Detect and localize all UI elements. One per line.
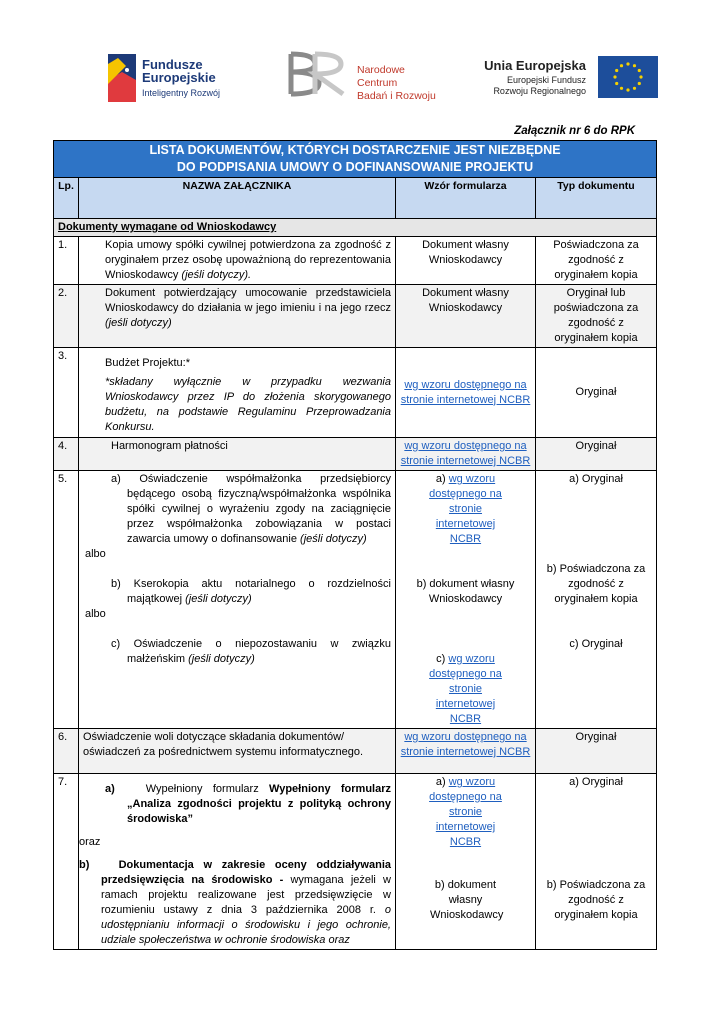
form-link[interactable]: wg wzoru dostępnego na stronie internetowej NCBR (400, 378, 531, 406)
table-title (54, 141, 657, 178)
row-name-italic: *składany wyłącznie w przypadku wezwania Wnioskodawcy przez IP do złożenia skorygowanego budżetu, na podstawie Regulaminu Przeprowadzania Konkursu. (105, 376, 391, 433)
row-name-text: Dokument potwierdzający umocowanie przedstawiciela Wnioskodawcy do działania w jego imieniu i na jego rzecz (105, 287, 391, 314)
option-a-text: a) Oświadczenie współmałżonka przedsiębiorcy będącego osobą fizyczną/współmałżonka wspólnika spółki cywilnej o wyrażeniu zgody na zaciągnięcie przez współmałżonka zobowiązania w postaci zawarcia umowy o dofinansowanie (111, 473, 391, 545)
option-b-italic: (jeśli dotyczy) (185, 593, 252, 605)
row-form (396, 438, 536, 471)
row-name: Harmonogram płatności (79, 438, 396, 471)
form-link-a[interactable]: wg wzoru dostępnego na stronie internetowej NCBR (429, 473, 502, 545)
form-c (400, 652, 531, 727)
option-a-text: Wypełniony formularz „Analiza zgodności projektu z polityką ochrony środowiska” (127, 783, 392, 825)
form-link[interactable]: wg wzoru dostępnego na stronie internetowej NCBR (400, 731, 531, 758)
table-header-row (54, 178, 657, 219)
form-a (400, 472, 531, 547)
fe-line-3: Inteligentny Rozwój (142, 88, 221, 98)
table-row (54, 471, 657, 729)
row-lp: 5. (54, 471, 79, 729)
row-form (396, 348, 536, 438)
table-row (54, 729, 657, 774)
form-link[interactable]: wg wzoru dostępnego na stronie internetowej NCBR (400, 440, 531, 467)
row-type: Oryginał (536, 348, 657, 438)
row-form (396, 471, 536, 729)
type-c: c) Oryginał (569, 638, 623, 650)
form-a-prefix: a) (435, 473, 446, 485)
row-lp: 2. (54, 285, 79, 348)
row-type (536, 774, 657, 950)
option-a-italic: (jeśli dotyczy) (300, 533, 367, 545)
row-type: Oryginał (536, 729, 657, 774)
row-form: Dokument własny Wnioskodawcy (396, 237, 536, 285)
form-c-prefix: c) (436, 653, 446, 665)
title-line-2: DO PODPISANIA UMOWY O DOFINANSOWANIE PROJEKTU (176, 160, 534, 174)
oraz: oraz (79, 836, 101, 848)
ue-line-3: Rozwoju Regionalnego (493, 86, 586, 96)
option-a: a) Wypełniony formularz Wypełniony formularz „Analiza zgodności projektu z polityką ochrony środowiska” (105, 783, 392, 825)
table-title-row (54, 141, 657, 178)
type-b: b) Poświadczona za zgodność z oryginałem kopia (546, 563, 646, 605)
type-b: b) Poświadczona za zgodność z oryginałem kopia (546, 879, 646, 921)
row-name-italic: (jeśli dotyczy). (181, 269, 252, 281)
row-lp: 4. (54, 438, 79, 471)
ncbr-br-icon (285, 50, 351, 98)
header-type: Typ dokumentu (536, 178, 657, 219)
option-b-bold: Dokumentacja w zakresie oceny oddziaływania przedsięwzięcia na środowisko - (101, 859, 391, 886)
eu-flag-icon (598, 56, 658, 98)
row-name (79, 348, 396, 438)
unia-europejska-logo (478, 58, 663, 108)
header-lp: Lp. (54, 178, 79, 219)
row-type: Oryginał lub poświadczona za zgodność z oryginałem kopia (536, 285, 657, 348)
row-name (79, 774, 396, 950)
fundusze-europejskie-logo (108, 54, 243, 104)
row-name-italic: (jeśli dotyczy) (105, 317, 172, 329)
ncbr-line-2: Badań i Rozwoju (357, 90, 436, 102)
table-row (54, 285, 657, 348)
option-c (105, 637, 391, 699)
row-name: Oświadczenie woli dotyczące składania dokumentów/ oświadczeń za pośrednictwem systemu informatycznego. (79, 729, 396, 774)
table-row (54, 774, 657, 950)
header-name: NAZWA ZAŁĄCZNIKA (79, 178, 396, 219)
albo-2: albo (85, 608, 106, 620)
fe-line-2: Europejskie (142, 70, 216, 85)
row-name-note (105, 375, 391, 435)
fe-line-1: Fundusze (142, 57, 203, 72)
type-a: a) Oryginał (569, 776, 623, 788)
table-row (54, 237, 657, 285)
row-name-text: Kopia umowy spółki cywilnej potwierdzona za zgodność z oryginałem przez osobę upoważnioną do reprezentowania Wnioskodawcy (105, 239, 391, 281)
fe-flag-icon (108, 54, 136, 102)
ue-line-1: Unia Europejska (484, 58, 586, 73)
row-lp: 7. (54, 774, 79, 950)
form-b: b) dokument własny Wnioskodawcy (430, 879, 504, 921)
header-form: Wzór formularza (396, 178, 536, 219)
form-a-prefix: a) (435, 776, 446, 788)
row-name-text: Budżet Projektu:* (105, 357, 190, 369)
row-lp: 1. (54, 237, 79, 285)
ue-line-2: Europejski Fundusz (506, 75, 586, 85)
option-b-text: b) Kserokopia aktu notarialnego o rozdzielności majątkowej (111, 578, 391, 605)
option-c-text: c) Oświadczenie o niepozostawaniu w związku małżeńskim (111, 638, 391, 665)
form-link-c[interactable]: wg wzoru dostępnego na stronie internetowej NCBR (429, 653, 502, 725)
table-row (54, 348, 657, 438)
option-b-italic: o udostępnianiu informacji o środowisku i jego ochronie, udziale społeczeństwa w ochronie środowiska oraz (101, 904, 391, 946)
ncbr-logo (285, 50, 445, 105)
row-form (396, 774, 536, 950)
table-row (54, 438, 657, 471)
row-form: Dokument własny Wnioskodawcy (396, 285, 536, 348)
form-b: b) dokument własny Wnioskodawcy (416, 578, 515, 605)
option-b (105, 577, 391, 607)
row-form (396, 729, 536, 774)
form-link-a[interactable]: wg wzoru dostępnego na stronie internetowej NCBR (429, 776, 502, 848)
ncbr-line-1: Narodowe Centrum (357, 64, 405, 89)
row-name (79, 237, 396, 285)
row-lp: 3. (54, 348, 79, 438)
row-lp: 6. (54, 729, 79, 774)
section-row (54, 219, 657, 237)
option-b (79, 858, 391, 948)
option-a (105, 472, 391, 547)
option-b-text: wymagana jeżeli w ramach projektu realizowane jest przedsięwzięcie w rozumieniu ustawy z dnia 3 października 2008 r. (101, 874, 391, 916)
row-type: Oryginał (536, 438, 657, 471)
option-c-italic: (jeśli dotyczy) (188, 653, 255, 665)
form-a (400, 775, 531, 850)
option-a-prefix: a) (105, 783, 115, 795)
row-name (79, 285, 396, 348)
type-a: a) Oryginał (569, 473, 623, 485)
option-b-prefix: b) (79, 859, 90, 871)
row-type (536, 471, 657, 729)
documents-table (53, 140, 657, 950)
title-line-1: LISTA DOKUMENTÓW, KTÓRYCH DOSTARCZENIE JEST NIEZBĘDNE (149, 143, 561, 157)
annex-label: Załącznik nr 6 do RPK (514, 125, 635, 137)
albo-1: albo (85, 548, 106, 560)
row-type: Poświadczona za zgodność z oryginałem kopia (536, 237, 657, 285)
row-name (79, 471, 396, 729)
header-logos (0, 48, 725, 108)
section-title: Dokumenty wymagane od Wnioskodawcy (54, 219, 657, 237)
